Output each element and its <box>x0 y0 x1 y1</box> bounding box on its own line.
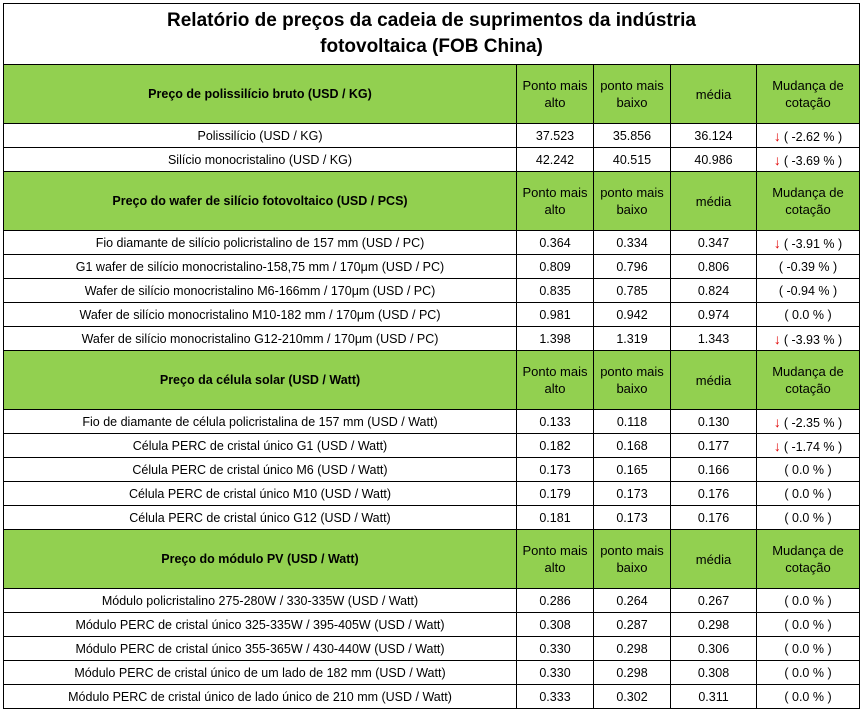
price-change <box>757 327 860 351</box>
price-change-value: ( 0.0 % ) <box>784 665 832 680</box>
down-arrow-icon: ↓ <box>773 151 781 168</box>
price-low: 35.856 <box>594 124 671 148</box>
price-low: 0.785 <box>594 279 671 303</box>
price-change <box>757 482 860 506</box>
section-title: Preço da célula solar (USD / Watt) <box>4 351 517 410</box>
product-name: G1 wafer de silício monocristalino-158,75 mm / 170μm (USD / PC) <box>4 255 517 279</box>
product-name: Silício monocristalino (USD / KG) <box>4 148 517 172</box>
title-row <box>4 4 860 65</box>
column-header-change: Mudança de cotação <box>757 351 860 410</box>
product-name: Módulo policristalino 275-280W / 330-335W (USD / Watt) <box>4 589 517 613</box>
column-header-low: ponto mais baixo <box>594 172 671 231</box>
price-change <box>757 661 860 685</box>
price-high: 37.523 <box>517 124 594 148</box>
section-title: Preço do módulo PV (USD / Watt) <box>4 530 517 589</box>
price-avg: 1.343 <box>671 327 757 351</box>
product-name: Módulo PERC de cristal único 325-335W / 395-405W (USD / Watt) <box>4 613 517 637</box>
price-high: 0.330 <box>517 661 594 685</box>
price-change-value: ( -3.93 % ) <box>783 332 843 347</box>
price-avg: 36.124 <box>671 124 757 148</box>
price-change-value: ( -2.35 % ) <box>783 415 843 430</box>
price-avg: 0.974 <box>671 303 757 327</box>
price-change-value: ( -1.74 % ) <box>783 439 843 454</box>
price-change <box>757 637 860 661</box>
section-header-row <box>4 530 860 589</box>
down-arrow-icon: ↓ <box>773 127 781 144</box>
price-avg: 0.130 <box>671 410 757 434</box>
column-header-low: ponto mais baixo <box>594 65 671 124</box>
table-row <box>4 613 860 637</box>
column-header-high: Ponto mais alto <box>517 65 594 124</box>
section-header-row <box>4 172 860 231</box>
price-change-value: ( 0.0 % ) <box>784 641 832 656</box>
product-name: Célula PERC de cristal único M6 (USD / Watt) <box>4 458 517 482</box>
column-header-high: Ponto mais alto <box>517 530 594 589</box>
price-change-value: ( -3.91 % ) <box>783 236 843 251</box>
price-high: 0.286 <box>517 589 594 613</box>
table-row <box>4 327 860 351</box>
price-change-value: ( 0.0 % ) <box>784 593 832 608</box>
price-high: 0.809 <box>517 255 594 279</box>
down-arrow-icon: ↓ <box>773 330 781 347</box>
table-row <box>4 458 860 482</box>
price-change-value: ( -3.69 % ) <box>783 153 843 168</box>
column-header-change: Mudança de cotação <box>757 172 860 231</box>
price-avg: 0.306 <box>671 637 757 661</box>
price-avg: 0.824 <box>671 279 757 303</box>
price-low: 0.118 <box>594 410 671 434</box>
table-row <box>4 124 860 148</box>
price-change <box>757 303 860 327</box>
section-title: Preço de polissilício bruto (USD / KG) <box>4 65 517 124</box>
price-high: 0.981 <box>517 303 594 327</box>
product-name: Módulo PERC de cristal único 355-365W / 430-440W (USD / Watt) <box>4 637 517 661</box>
product-name: Polissilício (USD / KG) <box>4 124 517 148</box>
table-row <box>4 410 860 434</box>
price-avg: 0.311 <box>671 685 757 709</box>
product-name: Módulo PERC de cristal único de um lado de 182 mm (USD / Watt) <box>4 661 517 685</box>
product-name: Célula PERC de cristal único G1 (USD / Watt) <box>4 434 517 458</box>
column-header-avg: média <box>671 65 757 124</box>
price-low: 0.173 <box>594 482 671 506</box>
column-header-high: Ponto mais alto <box>517 172 594 231</box>
price-change-value: ( 0.0 % ) <box>784 510 832 525</box>
table-row <box>4 434 860 458</box>
table-row <box>4 589 860 613</box>
table-row <box>4 482 860 506</box>
product-name: Módulo PERC de cristal único de lado único de 210 mm (USD / Watt) <box>4 685 517 709</box>
price-change <box>757 434 860 458</box>
down-arrow-icon: ↓ <box>773 437 781 454</box>
price-change-value: ( 0.0 % ) <box>784 307 832 322</box>
price-avg: 0.177 <box>671 434 757 458</box>
price-high: 42.242 <box>517 148 594 172</box>
price-change-value: ( 0.0 % ) <box>784 617 832 632</box>
price-change <box>757 589 860 613</box>
price-avg: 0.298 <box>671 613 757 637</box>
price-low: 0.942 <box>594 303 671 327</box>
price-low: 0.173 <box>594 506 671 530</box>
price-change-value: ( 0.0 % ) <box>784 689 832 704</box>
section-title: Preço do wafer de silício fotovoltaico (USD / PCS) <box>4 172 517 231</box>
price-avg: 0.166 <box>671 458 757 482</box>
price-avg: 0.267 <box>671 589 757 613</box>
table-row <box>4 506 860 530</box>
price-high: 0.181 <box>517 506 594 530</box>
price-low: 0.298 <box>594 637 671 661</box>
price-high: 0.173 <box>517 458 594 482</box>
table-row <box>4 637 860 661</box>
price-change-value: ( -0.94 % ) <box>778 283 838 298</box>
price-low: 0.287 <box>594 613 671 637</box>
price-high: 0.182 <box>517 434 594 458</box>
price-report-table <box>3 3 860 709</box>
price-low: 0.298 <box>594 661 671 685</box>
down-arrow-icon: ↓ <box>773 234 781 251</box>
table-row <box>4 661 860 685</box>
product-name: Célula PERC de cristal único M10 (USD / Watt) <box>4 482 517 506</box>
column-header-change: Mudança de cotação <box>757 530 860 589</box>
price-change <box>757 148 860 172</box>
price-avg: 40.986 <box>671 148 757 172</box>
table-row <box>4 685 860 709</box>
down-arrow-icon: ↓ <box>773 413 781 430</box>
price-low: 0.302 <box>594 685 671 709</box>
table-row <box>4 148 860 172</box>
price-change <box>757 124 860 148</box>
table-row <box>4 279 860 303</box>
section-header-row <box>4 351 860 410</box>
table-row <box>4 231 860 255</box>
column-header-high: Ponto mais alto <box>517 351 594 410</box>
price-change <box>757 231 860 255</box>
product-name: Fio de diamante de célula policristalina de 157 mm (USD / Watt) <box>4 410 517 434</box>
column-header-low: ponto mais baixo <box>594 351 671 410</box>
price-low: 0.264 <box>594 589 671 613</box>
product-name: Fio diamante de silício policristalino de 157 mm (USD / PC) <box>4 231 517 255</box>
price-avg: 0.806 <box>671 255 757 279</box>
price-change-value: ( -0.39 % ) <box>778 259 838 274</box>
price-high: 0.308 <box>517 613 594 637</box>
column-header-avg: média <box>671 172 757 231</box>
price-change <box>757 279 860 303</box>
price-high: 0.133 <box>517 410 594 434</box>
product-name: Wafer de silício monocristalino M6-166mm / 170μm (USD / PC) <box>4 279 517 303</box>
table-row <box>4 303 860 327</box>
price-avg: 0.347 <box>671 231 757 255</box>
price-change-value: ( 0.0 % ) <box>784 462 832 477</box>
product-name: Célula PERC de cristal único G12 (USD / Watt) <box>4 506 517 530</box>
product-name: Wafer de silício monocristalino M10-182 mm / 170μm (USD / PC) <box>4 303 517 327</box>
price-high: 0.333 <box>517 685 594 709</box>
price-high: 0.364 <box>517 231 594 255</box>
table-row <box>4 255 860 279</box>
price-low: 40.515 <box>594 148 671 172</box>
price-change <box>757 410 860 434</box>
price-change <box>757 506 860 530</box>
section-header-row <box>4 65 860 124</box>
price-change <box>757 458 860 482</box>
price-avg: 0.176 <box>671 506 757 530</box>
price-high: 0.835 <box>517 279 594 303</box>
price-avg: 0.176 <box>671 482 757 506</box>
price-change <box>757 685 860 709</box>
column-header-low: ponto mais baixo <box>594 530 671 589</box>
price-low: 0.796 <box>594 255 671 279</box>
price-low: 0.334 <box>594 231 671 255</box>
price-high: 0.179 <box>517 482 594 506</box>
price-high: 1.398 <box>517 327 594 351</box>
price-change <box>757 255 860 279</box>
price-low: 1.319 <box>594 327 671 351</box>
price-change <box>757 613 860 637</box>
price-high: 0.330 <box>517 637 594 661</box>
product-name: Wafer de silício monocristalino G12-210mm / 170μm (USD / PC) <box>4 327 517 351</box>
price-avg: 0.308 <box>671 661 757 685</box>
report-title: Relatório de preços da cadeia de suprimentos da indústria fotovoltaica (FOB China) <box>4 4 860 65</box>
column-header-change: Mudança de cotação <box>757 65 860 124</box>
price-change-value: ( 0.0 % ) <box>784 486 832 501</box>
price-low: 0.168 <box>594 434 671 458</box>
column-header-avg: média <box>671 351 757 410</box>
column-header-avg: média <box>671 530 757 589</box>
price-low: 0.165 <box>594 458 671 482</box>
price-change-value: ( -2.62 % ) <box>783 129 843 144</box>
